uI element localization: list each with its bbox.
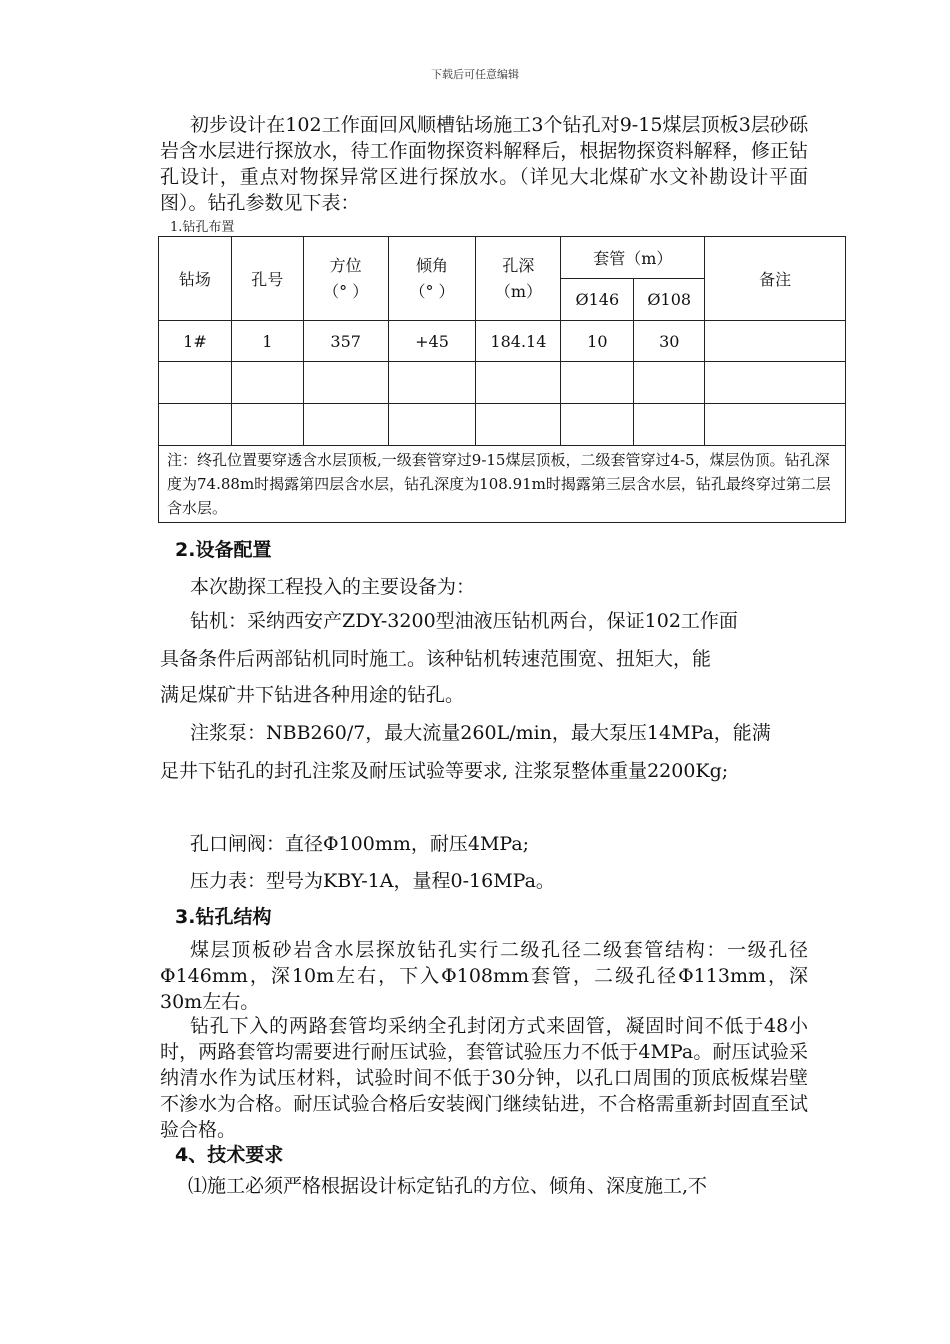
section-3-heading: 3.钻孔结构 — [175, 906, 272, 928]
drill-parameters-table — [158, 236, 846, 523]
header-depth: 孔深 （m） — [476, 237, 561, 321]
pressure-test-paragraph: 钻孔下入的两路套管均采纳全孔封闭方式来固管，凝固时间不低于48小时，两路套管均需要进行耐压试验，套管试验压力不低于4MPa。耐压试验采纳清水作为试压材料，试验时间不低于30分钟，以孔口周围的顶底板煤岩壁不渗水为合格。耐压试验合格后安装阀门继续钻进，不合格需重新封固直至试验合格。 — [160, 1015, 808, 1141]
equipment-line: 足井下钻孔的封孔注浆及耐压试验等要求, 注浆泵整体重量2200Kg; — [160, 760, 729, 782]
cell-remarks — [705, 362, 846, 404]
header-casing-146: Ø146 — [561, 279, 634, 321]
equipment-line: 注浆泵：NBB260/7，最大流量260L/min，最大泵压14MPa，能满 — [190, 722, 771, 744]
header-station: 钻场 — [159, 237, 232, 321]
cell-casing-108: 30 — [634, 321, 705, 362]
equipment-line: 本次勘探工程投入的主要设备为： — [190, 576, 476, 598]
cell-depth — [476, 404, 561, 446]
cell-hole-no — [231, 362, 303, 404]
header-inclination: 倾角 （° ） — [388, 237, 476, 321]
equipment-line: 钻机：采纳西安产ZDY-3200型油液压钻机两台，保证102工作面 — [190, 610, 738, 632]
structure-paragraph: 煤层顶板砂岩含水层探放钻孔实行二级孔径二级套管结构：一级孔径Φ146mm，深10m左右，下入Φ108mm套管，二级孔径Φ113mm，深30m左右。 — [160, 939, 808, 1013]
table-note: 注：终孔位置要穿透含水层顶板,一级套管穿过9-15煤层顶板，二级套管穿过4-5，煤层伪顶。钻孔深度为74.88m时揭露第四层含水层，钻孔深度为108.91m时揭露第三层含水层，钻孔最终穿过第二层含水层。 — [159, 446, 846, 523]
cell-station: 1# — [159, 321, 232, 362]
cell-remarks — [705, 404, 846, 446]
cell-casing-146 — [561, 404, 634, 446]
cell-casing-146 — [561, 362, 634, 404]
table-label: 1.钻孔布置 — [170, 220, 235, 235]
cell-hole-no — [231, 404, 303, 446]
table-row — [159, 362, 846, 404]
header-casing: 套管（m） — [561, 237, 705, 279]
header-remarks: 备注 — [705, 237, 846, 321]
cell-remarks — [705, 321, 846, 362]
header-hole-no: 孔号 — [231, 237, 303, 321]
table-row — [159, 404, 846, 446]
cell-casing-146: 10 — [561, 321, 634, 362]
equipment-line: 具备条件后两部钻机同时施工。该种钻机转速范围宽、扭矩大，能 — [160, 648, 712, 670]
table-row — [159, 321, 846, 362]
equipment-line: 压力表：型号为KBY-1A，量程0-16MPa。 — [190, 870, 555, 892]
section-2-heading: 2.设备配置 — [175, 539, 272, 561]
cell-casing-108 — [634, 362, 705, 404]
requirement-line: ⑴施工必须严格根据设计标定钻孔的方位、倾角、深度施工,不 — [188, 1175, 708, 1197]
cell-azimuth — [303, 362, 388, 404]
cell-depth: 184.14 — [476, 321, 561, 362]
cell-azimuth: 357 — [303, 321, 388, 362]
section-4-heading: 4、技术要求 — [175, 1144, 284, 1166]
cell-casing-108 — [634, 404, 705, 446]
header-casing-108: Ø108 — [634, 279, 705, 321]
cell-depth — [476, 362, 561, 404]
header-azimuth: 方位 （° ） — [303, 237, 388, 321]
cell-inclination — [388, 404, 476, 446]
cell-inclination — [388, 362, 476, 404]
intro-paragraph: 初步设计在102工作面回风顺槽钻场施工3个钻孔对9-15煤层顶板3层砂砾岩含水层进行探放水，待工作面物探资料解释后，根据物探资料解释，修正钻孔设计，重点对物探异常区进行探放水。（详见大北煤矿水文补勘设计平面图）。钻孔参数见下表： — [160, 114, 808, 214]
cell-hole-no: 1 — [231, 321, 303, 362]
equipment-line: 满足煤矿井下钻进各种用途的钻孔。 — [160, 684, 465, 706]
header-note: 下载后可任意编辑 — [431, 68, 519, 81]
equipment-line: 孔口闸阀：直径Φ100mm，耐压4MPa; — [190, 833, 530, 855]
cell-station — [159, 362, 232, 404]
cell-station — [159, 404, 232, 446]
cell-azimuth — [303, 404, 388, 446]
cell-inclination: +45 — [388, 321, 476, 362]
